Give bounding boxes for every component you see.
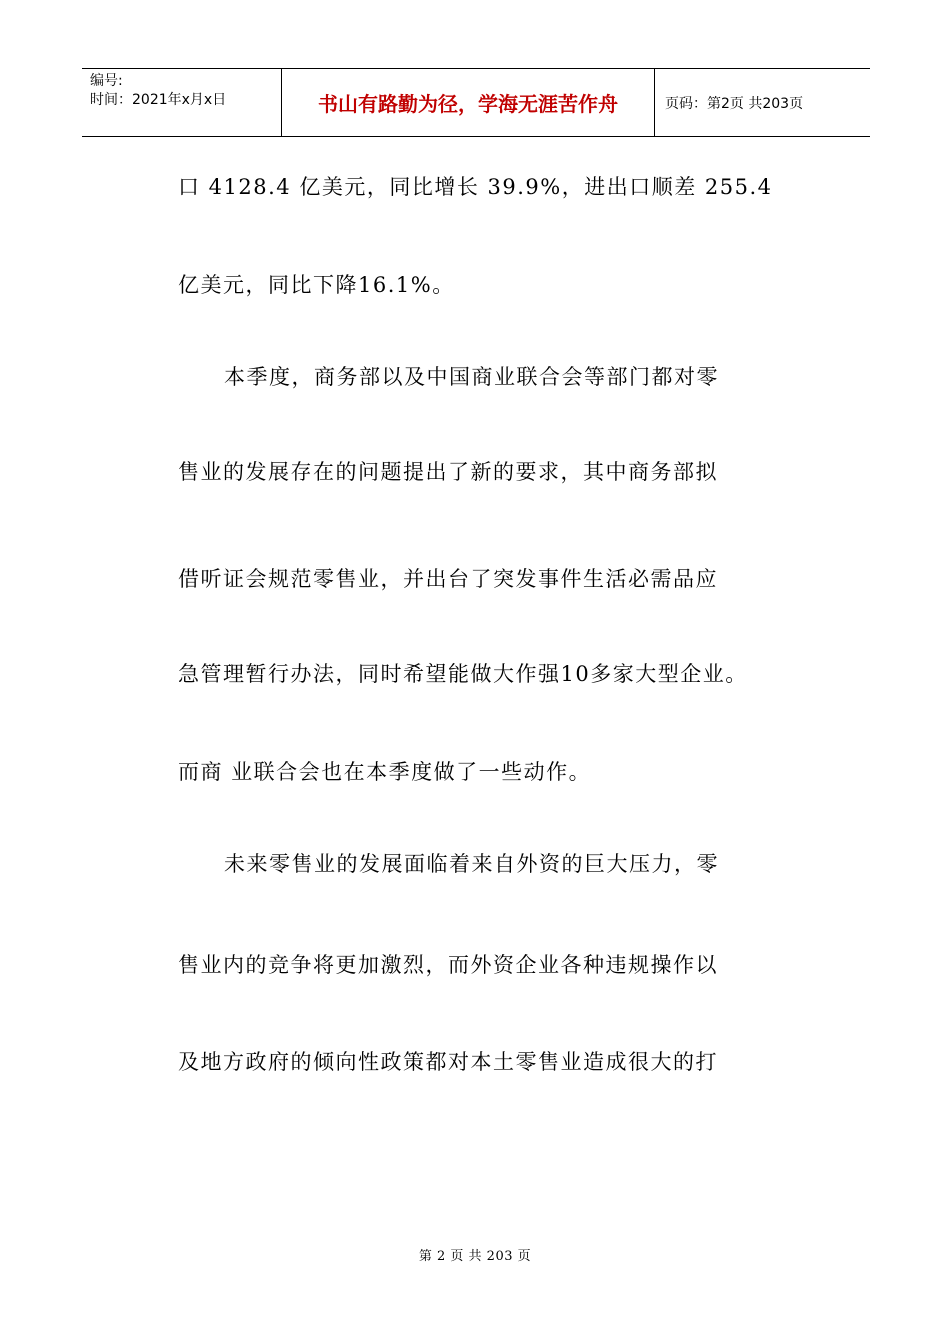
body-line: 急管理暂行办法，同时希望能做大作强10多家大型企业。 <box>178 662 748 686</box>
body-line: 而商 业联合会也在本季度做了一些动作。 <box>178 760 592 784</box>
body-line: 口 4128.4 亿美元，同比增长 39.9%，进出口顺差 255.4 <box>178 175 773 199</box>
header-page-info <box>655 69 870 136</box>
header-motto-text: 书山有路勤为径，学海无涯苦作舟 <box>318 92 618 116</box>
footer-page-number: 第 2 页 共 203 页 <box>418 1249 532 1264</box>
header-number-label: 编号: <box>90 73 123 89</box>
body-line: 未来零售业的发展面临着来自外资的巨大压力，零 <box>224 852 719 876</box>
header-date-label: 时间：2021年x月x日 <box>90 92 227 108</box>
header-motto <box>282 69 655 136</box>
body-line: 售业的发展存在的问题提出了新的要求，其中商务部拟 <box>178 460 718 484</box>
body-line: 售业内的竞争将更加激烈，而外资企业各种违规操作以 <box>178 953 718 977</box>
document-header <box>82 68 870 137</box>
page-footer <box>0 1245 950 1264</box>
header-meta <box>82 69 282 136</box>
body-line: 及地方政府的倾向性政策都对本土零售业造成很大的打 <box>178 1050 718 1074</box>
body-line: 亿美元，同比下降16.1%。 <box>178 273 455 297</box>
body-line: 本季度，商务部以及中国商业联合会等部门都对零 <box>224 365 719 389</box>
body-line: 借听证会规范零售业，并出台了突发事件生活必需品应 <box>178 567 718 591</box>
header-page-info-text: 页码：第2页 共203页 <box>665 95 804 112</box>
